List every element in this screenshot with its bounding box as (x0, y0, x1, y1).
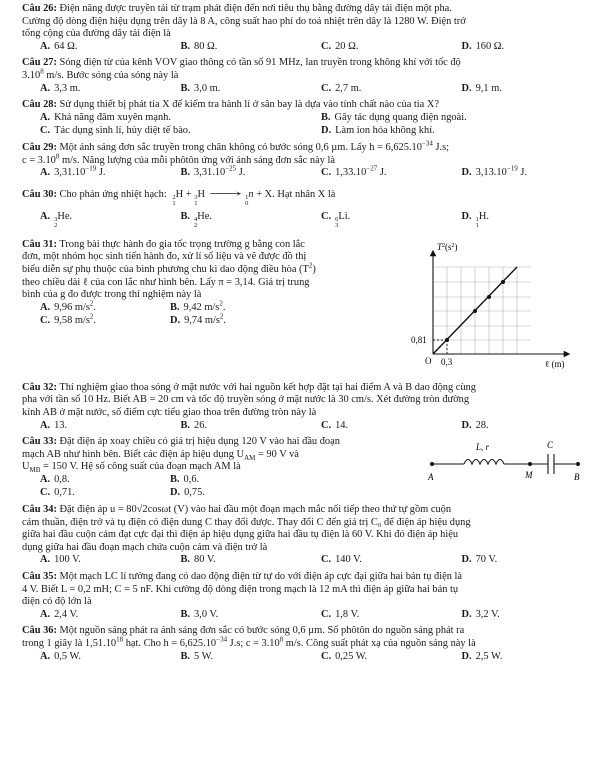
question-33 (22, 436, 424, 474)
option-a[interactable]: A. 3,3 m. (40, 82, 81, 94)
option-a[interactable]: A. 3 2 He. (40, 210, 73, 230)
question-text: dụng giữa hai đầu đoạn mạch chứa cuộn cảm và điện trở là (22, 541, 268, 553)
y-axis-label: $T^2(s^2)$ (437, 241, 458, 252)
question-text: $U_{MB} = 150$ V. Hệ số công suất của đoạn mạch AM là (22, 461, 241, 475)
question-text: điện có độ lớn là (22, 596, 92, 608)
question-text: Sử dụng thiết bị phát tia X để kiểm tra hành lí ở sân bay là dựa vào tính chất nào của tia X? (59, 99, 440, 111)
option-b[interactable]: B. 3,0 V. (180, 608, 219, 620)
option-c[interactable]: C. 9,58 $m/s^2$. (40, 312, 97, 327)
option-c[interactable]: C. Tác dụng sinh lí, hủy diệt tế bào. (40, 125, 191, 137)
question-text: tổng cộng của đường dây tải điện là (22, 28, 171, 40)
question-text: $c = 3.10^8$ m/s. Năng lượng của mỗi phôtôn ứng với ánh sáng đơn sắc này là (22, 152, 335, 166)
option-d[interactable]: D. 3,2 V. (461, 608, 500, 620)
question-text: theo chiều dài ℓ của con lắc như hình bên. Lấy π = 3,14. Giá trị trung (22, 276, 310, 288)
option-b[interactable]: B. 80 V. (180, 554, 216, 566)
question-text: Thí nghiệm giao thoa sóng ở mặt nước với hai nguồn kết hợp đặt tại hai điểm A và B dao động cùng (59, 381, 476, 393)
option-c[interactable]: C. 2,7 m. (321, 82, 362, 94)
question-label: Câu 35: (22, 571, 57, 583)
option-a[interactable]: A. Khả năng đâm xuyên mạnh. (40, 111, 171, 123)
options-27 (22, 83, 584, 96)
option-c[interactable]: C. 1,8 V. (321, 608, 360, 620)
option-d[interactable]: D. 28. (461, 419, 489, 431)
question-text: mạch AB như hình bên. Biết các điện áp hiệu dụng $U_{AM} = 90$ V và (22, 448, 299, 462)
option-c[interactable]: C. 140 V. (321, 554, 362, 566)
question-text: bình của g đo được trong thí nghiệm này là (22, 289, 202, 301)
capacitor-label: C (547, 440, 554, 451)
option-b[interactable]: B. 4 2 He. (180, 210, 212, 230)
inductor (464, 460, 504, 465)
question-label: Câu 34: (22, 504, 57, 516)
question-30 (22, 189, 584, 208)
option-b[interactable]: B. Gây tác dụng quang điện ngoài. (321, 111, 467, 123)
option-b[interactable]: B. 9,42 $m/s^2$. (170, 299, 226, 313)
question-text: Đặt điện áp xoay chiều có giá trị hiệu dụng 120 V vào hai đầu đoạn (59, 436, 340, 448)
option-a[interactable]: A. $3,31.10^{-19}$ J. (40, 164, 106, 179)
option-a[interactable]: A. 0,5 W. (40, 650, 81, 662)
options-33-row1 (22, 474, 282, 487)
question-29: Câu 29: Một ánh sáng đơn sắc truyền trong chân không có bước sóng 0,6 µm. Lấy $h = 6,625.10^{-34}$ J.s; $c = 3.10^8$ m/s. Năng lượng của mỗi phôtôn ứng với ánh sáng đơn sắc này là (22, 142, 584, 167)
question-label: Câu 26: (22, 3, 57, 14)
options-31-row2 (22, 312, 282, 328)
question-label: Câu 30: (22, 188, 57, 200)
options-35 (22, 609, 584, 622)
node-b-label: B (574, 472, 580, 483)
option-a[interactable]: A. 9,96 $m/s^2$. (40, 299, 97, 313)
question-text: trong 1 giây là 1,51.10$^{18}$ hạt. Cho $h = 6,625.10^{-34}$ J.s; $c = 3.10^8$ m/s. Công suất phát xạ của nguồn sáng này là (22, 635, 476, 649)
question-33-block (22, 436, 584, 501)
option-c[interactable]: C. 0,25 W. (321, 650, 368, 662)
node-m-label: M (525, 470, 533, 481)
option-b[interactable]: B. 5 W. (180, 650, 214, 662)
node-a-label: A (428, 472, 434, 483)
option-d[interactable]: D. 2,5 W. (461, 650, 503, 662)
options-32 (22, 420, 584, 433)
exam-page (22, 3, 584, 664)
question-text: Hạt nhân X là (277, 188, 336, 200)
question-text: giữa hai đầu cuộn cảm đạt cực đại thì điện áp hiệu dụng giữa hai đầu tụ điện là 60 V. Khi đó điện áp hiệu (22, 529, 459, 541)
option-a[interactable]: A. 13. (40, 419, 68, 431)
options-31-row1 (22, 299, 282, 315)
option-c[interactable]: C. 0,71. (40, 487, 75, 499)
question-35 (22, 571, 584, 609)
y-tick-label: 0,81 (411, 334, 427, 345)
origin-label: O (425, 355, 432, 366)
question-text: Trong bài thực hành đo gia tốc trọng trường g bằng con lắc (59, 238, 305, 250)
options-26 (22, 41, 584, 54)
reaction-equation: 2 1 H + 3 1 H ⟶ 1 0 n + X. (172, 188, 275, 208)
question-label: Câu 27: (22, 57, 57, 69)
option-d[interactable]: D. Làm ion hóa không khí. (321, 125, 435, 137)
t2-vs-length-graph (411, 239, 584, 379)
x-axis-label: ℓ (m) (545, 358, 565, 369)
question-31 (22, 239, 419, 302)
question-text: đơn, một nhóm học sinh tiến hành đo, xử lí số liệu và vẽ được đồ thị (22, 251, 307, 263)
question-text: Cường độ dòng điện hiệu dụng trên dây là 8 A, công suất hao phí do toả nhiệt trên dây là 1280 W. Điện trở (22, 15, 466, 27)
question-label: Câu 32: (22, 381, 57, 393)
question-text: Một mạch LC lí tưởng đang có dao động điện từ tự do với điện áp cực đại giữa hai bản tụ điện là (59, 571, 462, 583)
options-34 (22, 554, 584, 567)
question-text: Đặt điện áp u = 80√2cosωt (V) vào hai đầu một đoạn mạch mắc nối tiếp theo thứ tự gồm cuộn (59, 504, 452, 516)
question-text: pha với tần số 10 Hz. Biết AB = 20 cm và tốc độ truyền sóng ở mặt nước là 30 cm/s. Xét đường tròn đường (22, 394, 470, 406)
options-30 (22, 211, 584, 230)
circuit-svg (424, 436, 584, 492)
question-text: 4 V. Biết L = 0,2 mH; C = 5 nF. Khi cường độ dòng điện trong mạch là 12 mA thì điện áp giữa hai bản tụ (22, 583, 459, 595)
option-c[interactable]: C. $1,33.10^{-27}$ J. (321, 164, 387, 179)
options-33-row2 (22, 487, 282, 500)
option-d[interactable]: D. 1 1 H. (461, 210, 489, 230)
option-c[interactable]: C. 20 Ω. (321, 40, 359, 52)
question-label: Câu 33: (22, 436, 57, 448)
question-text: Cho phản ứng nhiệt hạch: (59, 188, 167, 200)
question-label: Câu 29: (22, 141, 57, 153)
question-36 (22, 625, 584, 650)
option-a[interactable]: A. 100 V. (40, 554, 81, 566)
option-b[interactable]: B. 80 Ω. (180, 40, 218, 52)
option-d[interactable]: D. $3,13.10^{-19}$ J. (461, 164, 527, 179)
option-b[interactable]: B. 26. (180, 419, 208, 431)
question-34 (22, 504, 584, 554)
option-d[interactable]: D. 70 V. (461, 554, 498, 566)
option-a[interactable]: A. 64 Ω. (40, 40, 78, 52)
option-b[interactable]: B. 3,0 m. (180, 82, 221, 94)
option-c[interactable]: C. 14. (321, 419, 349, 431)
question-label: Câu 31: (22, 238, 57, 250)
question-28 (22, 99, 584, 112)
question-32 (22, 382, 584, 420)
option-d[interactable]: D. 9,74 $m/s^2$. (170, 312, 227, 327)
question-text: Một nguồn sáng phát ra ánh sáng đơn sắc có bước sóng 0,6 µm. Số phôtôn do nguồn sáng phát ra (59, 625, 465, 637)
option-b[interactable]: B. $3,31.10^{-25}$ J. (180, 164, 246, 179)
option-d[interactable]: D. 0,75. (170, 487, 205, 499)
question-26 (22, 3, 584, 41)
x-tick-label: 0,3 (441, 356, 453, 367)
question-text: Điện năng được truyền tải từ trạm phát điện đến nơi tiêu thụ bằng đường dây tải điện một pha. (59, 3, 452, 14)
option-d[interactable]: D. 160 Ω. (461, 40, 505, 52)
question-text: cảm thuần, điện trở và tụ điện có điện dung C thay đổi được. Thay đổi C đến giá trị C₀ để điện áp hiệu dụng (22, 516, 471, 528)
question-text: kính AB ở mặt nước, số điểm cực tiểu giao thoa trên đường tròn này là (22, 406, 317, 418)
option-a[interactable]: A. 0,8. (40, 473, 70, 485)
inductor-label: L, r (476, 442, 490, 453)
option-b[interactable]: B. 0,6. (170, 473, 200, 485)
option-d[interactable]: D. 9,1 m. (461, 82, 502, 94)
question-label: Câu 28: (22, 99, 57, 111)
question-text: biểu diễn sự phụ thuộc của bình phương chu kì dao động điều hòa $(T^2)$ (22, 261, 316, 275)
circuit-diagram (424, 436, 584, 496)
question-27 (22, 57, 584, 82)
option-c[interactable]: C. 6 3 Li. (321, 210, 351, 230)
option-a[interactable]: A. 2,4 V. (40, 608, 79, 620)
question-text: Một ánh sáng đơn sắc truyền trong chân không có bước sóng 0,6 µm. Lấy h = 6,625.10 (59, 141, 422, 153)
question-text: Sóng điện từ của kênh VOV giao thông có tần số 91 MHz, lan truyền trong không khí với tốc độ (59, 57, 461, 69)
options-28-row1 (22, 112, 584, 125)
options-29 (22, 164, 584, 180)
question-text: 3.10$^8$ m/s. Bước sóng của sóng này là (22, 67, 179, 81)
question-label: Câu 36: (22, 625, 57, 637)
options-28-row2 (22, 125, 584, 138)
question-31-block (22, 239, 584, 379)
options-36 (22, 651, 584, 664)
graph-svg (411, 239, 584, 379)
